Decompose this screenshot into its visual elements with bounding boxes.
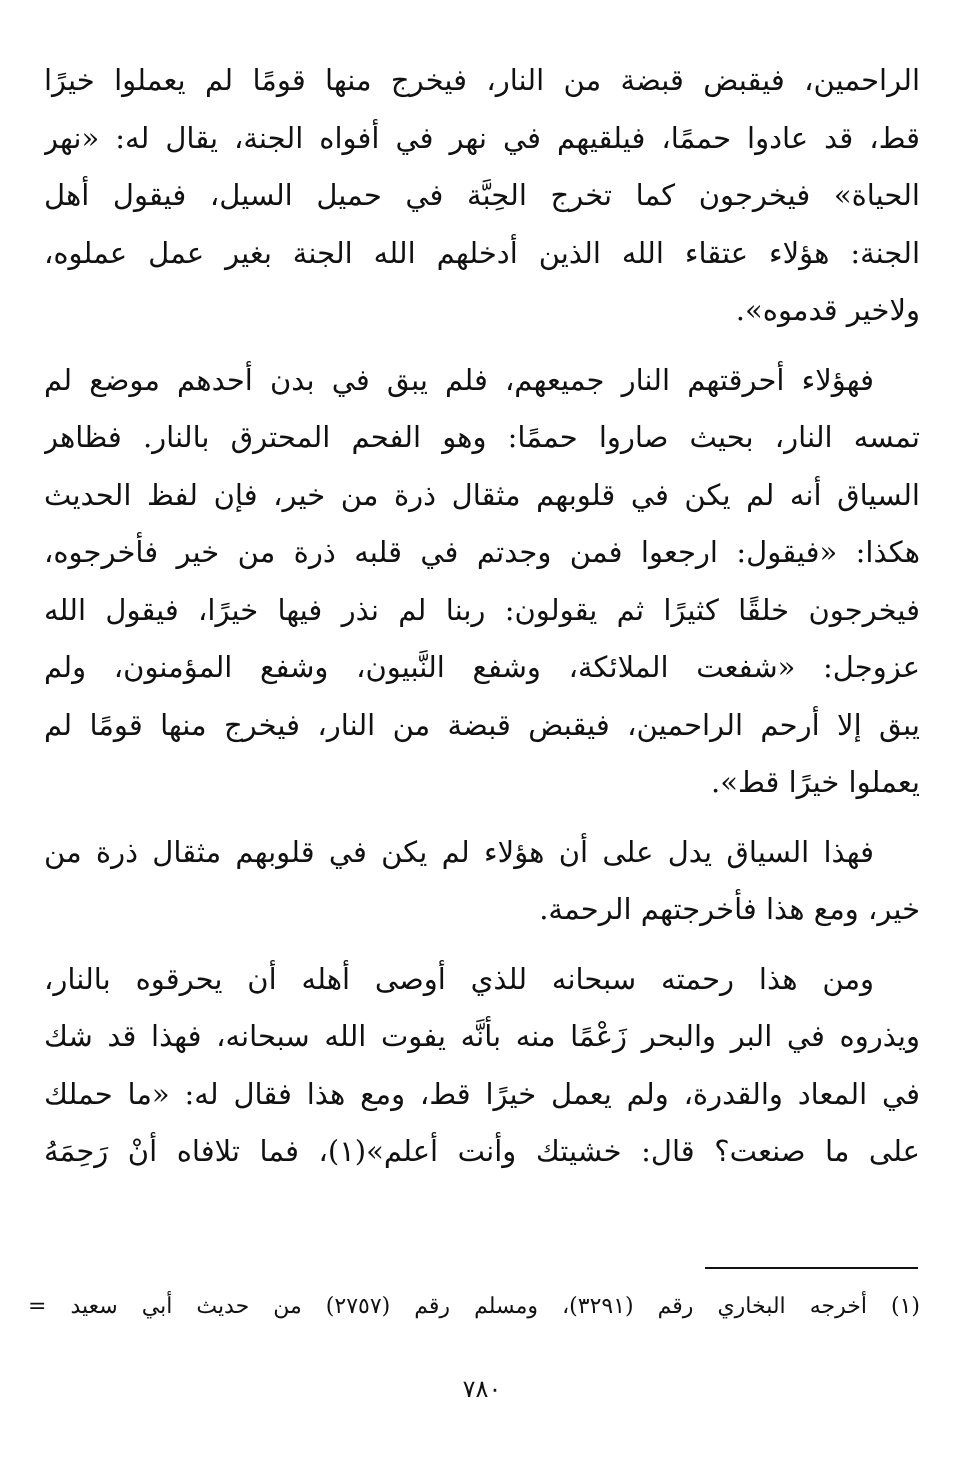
paragraph-2 xyxy=(44,352,920,812)
text-line: على ما صنعت؟ قال: خشيتك وأنت أعلم»(١)، فما تلافاه أنْ رَحِمَهُ xyxy=(44,1134,920,1168)
text-line: قط، قد عادوا حممًا، فيلقيهم في نهر في أفواه الجنة، يقال له: «نهر xyxy=(44,120,920,155)
text-line: ومن هذا رحمته سبحانه للذي أوصى أهله أن يحرقوه بالنار، xyxy=(44,961,874,996)
footnote-divider xyxy=(705,1267,918,1269)
text-line: السياق أنه لم يكن في قلوبهم مثقال ذرة من خير، فإن لفظ الحديث xyxy=(44,477,920,512)
text-line: فهذا السياق يدل على أن هؤلاء لم يكن في قلوبهم مثقال ذرة من xyxy=(44,834,874,869)
text-line: ويذروه في البر والبحر زَعْمًا منه بأنَّه يفوت الله سبحانه، فهذا قد شك xyxy=(44,1019,920,1053)
text-line: الراحمين، فيقبض قبضة من النار، فيخرج منها قومًا لم يعملوا خيرًا xyxy=(44,63,920,97)
text-line: خير، ومع هذا فأخرجتهم الرحمة. xyxy=(539,892,920,926)
page-number: ٧٨٠ xyxy=(462,1375,502,1403)
text-line: في المعاد والقدرة، ولم يعمل خيرًا قط، ومع هذا فقال له: «ما حملك xyxy=(44,1076,920,1111)
text-line: ولاخير قدموه». xyxy=(735,293,920,327)
text-line: الجنة: هؤلاء عتقاء الله الذين أدخلهم الله الجنة بغير عمل عملوه، xyxy=(44,235,920,270)
text-line: عزوجل: «شفعت الملائكة، وشفع النَّبيون، وشفع المؤمنون، ولم xyxy=(44,650,920,684)
text-line: يبق إلا أرحم الراحمين، فيقبض قبضة من النار، فيخرج منها قومًا لم xyxy=(44,707,920,742)
paragraph-3 xyxy=(44,824,920,939)
footnote: (١) أخرجه البخاري رقم (٣٢٩١)، ومسلم رقم (٢٧٥٧) من حديث أبي سعيد = xyxy=(28,1294,920,1319)
text-line: تمسه النار، بحيث صاروا حممًا: وهو الفحم المحترق بالنار. فظاهر xyxy=(44,420,920,454)
paragraph-gap xyxy=(44,340,920,352)
paragraph-4 xyxy=(44,951,920,1181)
text-line: فيخرجون خلقًا كثيرًا ثم يقولون: ربنا لم نذر فيها خيرًا، فيقول الله xyxy=(44,592,920,627)
paragraph-1 xyxy=(44,52,920,340)
text-line: يعملوا خيرًا قط». xyxy=(711,765,920,799)
text-line: هكذا: «فيقول: ارجعوا فمن وجدتم في قلبه ذرة من خير فأخرجوه، xyxy=(44,535,920,569)
paragraph-gap xyxy=(44,812,920,824)
text-line: فهؤلاء أحرقتهم النار جميعهم، فلم يبق في بدن أحدهم موضع لم xyxy=(44,362,874,397)
text-line: الحياة» فيخرجون كما تخرج الحِبَّة في حميل السيل، فيقول أهل xyxy=(44,178,920,212)
paragraph-gap xyxy=(44,939,920,951)
